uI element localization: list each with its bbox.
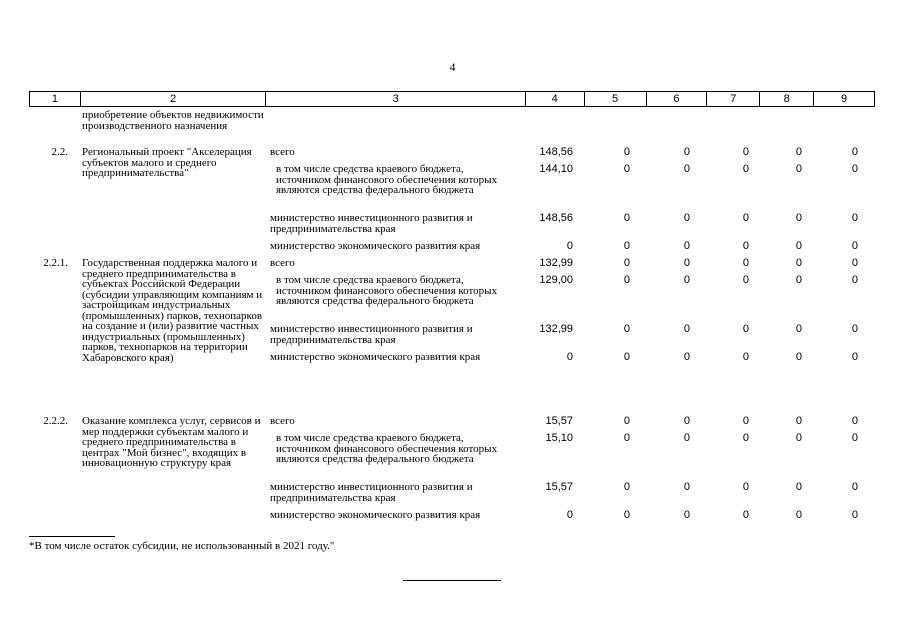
funding-source-label: в том числе средства краевого бюджета, источником финансового обеспечения которых являются средства федерального бюджета [276,163,498,196]
value-cell: 132,99 [539,257,573,269]
header-col-8: 8 [760,92,814,106]
value-cell: 0 [851,274,858,286]
value-cell: 0 [851,323,858,335]
value-cell: 0 [742,240,749,252]
value-cell: 0 [851,432,858,444]
value-cell: 0 [683,351,690,363]
value-cell: 0 [623,146,630,158]
value-cell: 0 [795,163,802,175]
value-cell: 0 [623,163,630,175]
value-cell: 0 [623,351,630,363]
value-cell: 0 [795,481,802,493]
item-name: Оказание комплекса услуг, сервисов и мер поддержки субъектам малого и среднего предпринимательства в центрах "Мой бизнес", входящих в инновационную структуру края [82,415,261,469]
value-cell: 148,56 [539,212,573,224]
header-col-5: 5 [585,92,647,106]
row-number: 2.2.1. [43,257,68,269]
header-col-2: 2 [81,92,267,106]
value-cell: 0 [795,415,802,427]
funding-source-label: министерство инвестиционного развития и предпринимательства края [270,323,473,346]
value-cell: 0 [623,212,630,224]
funding-source-label: министерство экономического развития края [270,240,481,252]
value-cell: 15,57 [545,415,573,427]
value-cell: 0 [623,415,630,427]
footnote-separator [29,536,115,537]
value-cell: 0 [851,163,858,175]
value-cell: 0 [851,481,858,493]
header-col-4: 4 [526,92,585,106]
value-cell: 0 [683,257,690,269]
value-cell: 0 [851,509,858,521]
value-cell: 0 [683,240,690,252]
header-col-3: 3 [266,92,525,106]
value-cell: 0 [742,481,749,493]
value-cell: 132,99 [539,323,573,335]
value-cell: 0 [795,146,802,158]
value-cell: 0 [742,163,749,175]
funding-source-label: всего [270,415,295,427]
value-cell: 0 [683,323,690,335]
value-cell: 0 [795,432,802,444]
value-cell: 144,10 [539,163,573,175]
value-cell: 0 [623,240,630,252]
funding-source-label: министерство экономического развития края [270,509,481,521]
footnote: *В том числе остаток субсидии, не использованный в 2021 году." [29,540,335,552]
value-cell: 0 [683,509,690,521]
value-cell: 0 [795,274,802,286]
value-cell: 0 [566,509,573,521]
value-cell: 0 [623,432,630,444]
funding-source-label: министерство экономического развития края [270,351,481,363]
value-cell: 0 [851,212,858,224]
value-cell: 0 [683,415,690,427]
header-col-6: 6 [647,92,708,106]
value-cell: 0 [742,351,749,363]
value-cell: 0 [742,274,749,286]
value-cell: 0 [742,146,749,158]
value-cell: 0 [851,351,858,363]
value-cell: 0 [795,509,802,521]
value-cell: 0 [851,146,858,158]
value-cell: 0 [795,323,802,335]
item-name: Региональный проект "Акселерация субъектов малого и среднего предпринимательства" [82,146,252,179]
value-cell: 0 [742,509,749,521]
value-cell: 0 [683,212,690,224]
value-cell: 0 [566,240,573,252]
value-cell: 0 [683,146,690,158]
value-cell: 0 [683,432,690,444]
continuation-text: приобретение объектов недвижимости производственного назначения [82,109,264,132]
value-cell: 15,10 [545,432,573,444]
value-cell: 0 [623,481,630,493]
header-col-9: 9 [841,93,848,105]
value-cell: 0 [742,323,749,335]
value-cell: 0 [851,257,858,269]
value-cell: 148,56 [539,146,573,158]
value-cell: 0 [851,415,858,427]
value-cell: 0 [623,257,630,269]
value-cell: 0 [742,415,749,427]
value-cell: 0 [683,481,690,493]
value-cell: 15,57 [545,481,573,493]
funding-source-label: в том числе средства краевого бюджета, источником финансового обеспечения которых являются средства федерального бюджета [276,432,498,465]
value-cell: 0 [683,163,690,175]
item-name: Государственная поддержка малого и среднего предпринимательства в субъектах Российской Федерации (субсидии управляющим компаниям и застройщикам индустриальных (промышленных) парков, технопарков на создание и (или) развитие частных индустриальных (промышленных) парков, технопарков на территории Хабаровского края) [82,257,263,364]
value-cell: 0 [742,257,749,269]
value-cell: 0 [742,212,749,224]
value-cell: 0 [851,240,858,252]
row-number: 2.2.2. [43,415,68,427]
value-cell: 0 [623,509,630,521]
funding-source-label: министерство инвестиционного развития и предпринимательства края [270,212,473,235]
value-cell: 0 [795,240,802,252]
value-cell: 0 [623,323,630,335]
value-cell: 0 [566,351,573,363]
funding-source-label: в том числе средства краевого бюджета, источником финансового обеспечения которых являются средства федерального бюджета [276,274,498,307]
table-header [29,91,875,107]
value-cell: 0 [795,351,802,363]
value-cell: 0 [683,274,690,286]
value-cell: 0 [623,274,630,286]
header-col-7: 7 [707,92,760,106]
header-col-1: 1 [30,92,81,106]
funding-source-label: всего [270,146,295,158]
value-cell: 0 [795,257,802,269]
value-cell: 0 [742,432,749,444]
end-line [403,580,501,581]
funding-source-label: министерство инвестиционного развития и предпринимательства края [270,481,473,504]
value-cell: 0 [795,212,802,224]
value-cell: 129,00 [539,274,573,286]
funding-source-label: всего [270,257,295,269]
page-number: 4 [449,60,456,74]
row-number: 2.2. [51,146,68,158]
